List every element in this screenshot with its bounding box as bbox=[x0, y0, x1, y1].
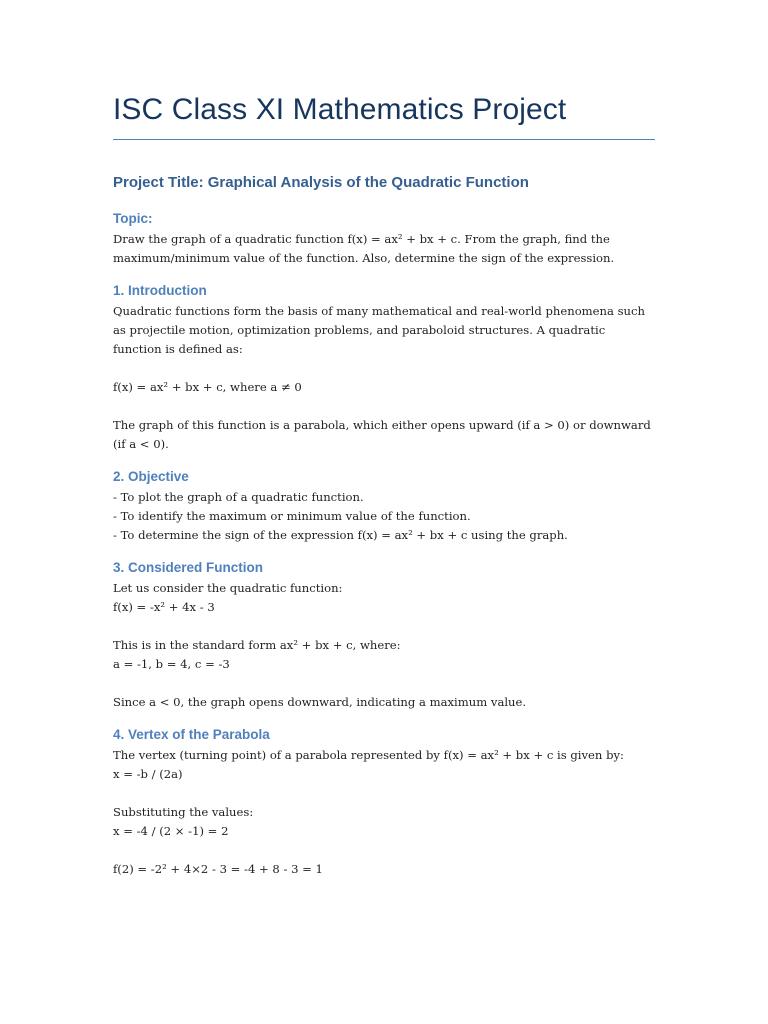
document-body bbox=[113, 170, 655, 879]
considered-function-line: This is in the standard form ax² + bx + c, where: bbox=[113, 638, 401, 652]
considered-function-line: Since a < 0, the graph opens downward, indicating a maximum value. bbox=[113, 695, 527, 709]
topic-heading: Topic: bbox=[113, 211, 153, 226]
coefficients-line: a = -1, b = 4, c = -3 bbox=[113, 657, 230, 671]
vertex-x-calculation: x = -4 / (2 × -1) = 2 bbox=[113, 824, 229, 838]
objective-item: - To plot the graph of a quadratic function. bbox=[113, 490, 364, 504]
document-title: ISC Class XI Mathematics Project bbox=[113, 93, 567, 126]
introduction-line: as projectile motion, optimization problems, and paraboloid structures. A quadratic bbox=[113, 323, 606, 337]
considered-function-formula: f(x) = -x² + 4x - 3 bbox=[113, 600, 215, 614]
objective-item: - To identify the maximum or minimum value of the function. bbox=[113, 509, 471, 523]
quadratic-definition-formula: f(x) = ax² + bx + c, where a ≠ 0 bbox=[113, 380, 302, 394]
vertex-y-calculation: f(2) = -2² + 4×2 - 3 = -4 + 8 - 3 = 1 bbox=[113, 862, 323, 876]
title-divider bbox=[113, 139, 655, 140]
introduction-line: The graph of this function is a parabola, which either opens upward (if a > 0) or downward bbox=[113, 418, 651, 432]
objective-heading: 2. Objective bbox=[113, 469, 189, 484]
introduction-line: (if a < 0). bbox=[113, 437, 169, 451]
vertex-line: The vertex (turning point) of a parabola represented by f(x) = ax² + bx + c is given by: bbox=[113, 748, 624, 762]
project-title-heading: Project Title: Graphical Analysis of the Quadratic Function bbox=[113, 174, 529, 191]
vertex-line: Substituting the values: bbox=[113, 805, 254, 819]
topic-line: maximum/minimum value of the function. Also, determine the sign of the expression. bbox=[113, 251, 615, 265]
introduction-line: function is defined as: bbox=[113, 342, 243, 356]
introduction-heading: 1. Introduction bbox=[113, 283, 207, 298]
topic-line: Draw the graph of a quadratic function f(x) = ax² + bx + c. From the graph, find the bbox=[113, 232, 610, 246]
vertex-formula: x = -b / (2a) bbox=[113, 767, 183, 781]
considered-function-heading: 3. Considered Function bbox=[113, 560, 264, 575]
objective-item: - To determine the sign of the expression f(x) = ax² + bx + c using the graph. bbox=[113, 528, 568, 542]
vertex-heading: 4. Vertex of the Parabola bbox=[113, 727, 270, 742]
considered-function-line: Let us consider the quadratic function: bbox=[113, 581, 343, 595]
introduction-line: Quadratic functions form the basis of many mathematical and real-world phenomena such bbox=[113, 304, 645, 318]
